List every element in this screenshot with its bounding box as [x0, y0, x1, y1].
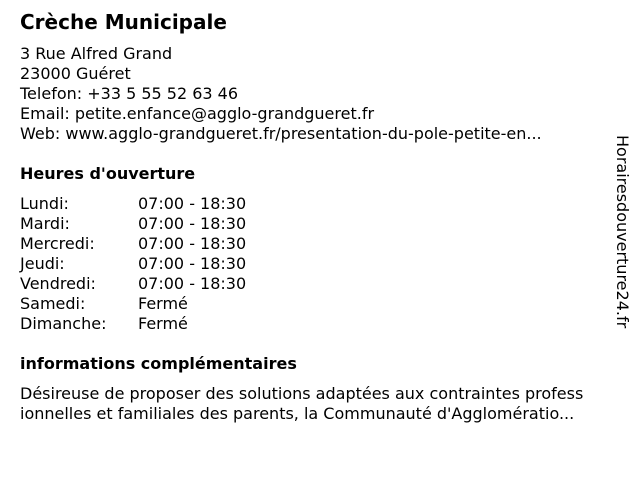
day-hours: Fermé [138, 314, 188, 333]
day-label: Jeudi: [20, 254, 65, 273]
day-label: Samedi: [20, 294, 86, 313]
hours-row-wednesday [20, 234, 612, 254]
opening-hours-table [20, 194, 612, 334]
additional-info-text [20, 384, 612, 424]
day-label: Mercredi: [20, 234, 95, 253]
opening-hours-heading: Heures d'ouverture [20, 164, 196, 183]
phone-number: Telefon: +33 5 55 52 63 46 [20, 84, 239, 103]
website-link[interactable]: Web: www.agglo-grandgueret.fr/presentation-du-pole-petite-en... [20, 124, 542, 143]
hours-row-thursday [20, 254, 612, 274]
hours-row-tuesday [20, 214, 612, 234]
day-hours: 07:00 - 18:30 [138, 234, 247, 253]
hours-row-saturday [20, 294, 612, 314]
day-label: Dimanche: [20, 314, 107, 333]
day-label: Lundi: [20, 194, 69, 213]
page-title: Crèche Municipale [20, 10, 227, 34]
email-address: Email: petite.enfance@agglo-grandgueret.fr [20, 104, 375, 123]
address-block [20, 44, 612, 144]
additional-info-heading: informations complémentaires [20, 354, 297, 373]
day-hours: 07:00 - 18:30 [138, 194, 247, 213]
hours-row-monday [20, 194, 612, 214]
day-hours: 07:00 - 18:30 [138, 214, 247, 233]
address-city: 23000 Guéret [20, 64, 131, 83]
hours-row-friday [20, 274, 612, 294]
day-hours: Fermé [138, 294, 188, 313]
description-line-1: Désireuse de proposer des solutions adaptées aux contraintes profess [20, 384, 584, 403]
day-label: Vendredi: [20, 274, 96, 293]
site-watermark: Horairesdouverture24.fr [613, 135, 632, 329]
day-hours: 07:00 - 18:30 [138, 274, 247, 293]
hours-row-sunday [20, 314, 612, 334]
business-card [20, 9, 612, 424]
address-street: 3 Rue Alfred Grand [20, 44, 173, 63]
description-line-2: ionnelles et familiales des parents, la Communauté d'Agglomératio... [20, 404, 575, 423]
day-hours: 07:00 - 18:30 [138, 254, 247, 273]
day-label: Mardi: [20, 214, 70, 233]
